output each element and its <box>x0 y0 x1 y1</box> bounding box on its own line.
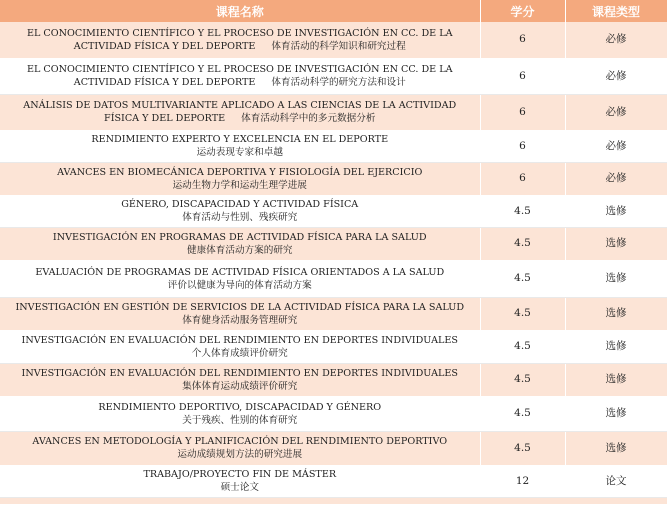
table-row <box>0 260 667 297</box>
credits-cell: 6 <box>480 162 565 195</box>
course-type-cell: 选修 <box>565 396 667 431</box>
credits-cell: 12 <box>480 465 565 497</box>
table-row <box>0 22 667 58</box>
credits-cell: 4.5 <box>480 260 565 297</box>
table-row <box>0 396 667 431</box>
course-name-cell <box>0 195 480 227</box>
table-row <box>0 330 667 363</box>
course-name-chinese: 体育活动科学的研究方法和设计 <box>271 77 406 88</box>
course-name-chinese: 体育活动科学中的多元数据分析 <box>241 113 376 124</box>
credits-cell: 4.5 <box>480 363 565 396</box>
header-course-type: 课程类型 <box>565 0 667 22</box>
course-name-spanish: TRABAJO/PROYECTO FIN DE MÁSTER <box>143 469 337 480</box>
course-name-chinese: 运动生物力学和运动生理学进展 <box>172 179 307 191</box>
course-name-spanish: INVESTIGACIÓN EN EVALUACIÓN DEL RENDIMIENTO EN DEPORTES INDIVIDUALES <box>21 334 458 346</box>
course-name-spanish: EVALUACIÓN DE PROGRAMAS DE ACTIVIDAD FÍSICA ORIENTADOS A LA SALUD <box>35 266 445 278</box>
course-name-cell <box>0 260 480 297</box>
course-name-chinese: 集体体育运动成绩评价研究 <box>182 380 298 392</box>
course-name-spanish: RENDIMIENTO DEPORTIVO, DISCAPACIDAD Y GÉNERO <box>98 401 382 413</box>
course-name-cell <box>0 227 480 260</box>
credits-cell: 4.5 <box>480 297 565 330</box>
course-name-spanish: EL CONOCIMIENTO CIENTÍFICO Y EL PROCESO DE INVESTIGACIÓN EN CC. DE LA <box>26 27 453 39</box>
course-type-cell: 选修 <box>565 297 667 330</box>
table-footer-strip <box>0 497 667 504</box>
course-name-chinese: 体育健身活动服务管理研究 <box>182 314 298 326</box>
credits-cell: 4.5 <box>480 396 565 431</box>
credits-cell: 4.5 <box>480 195 565 227</box>
course-type-cell: 选修 <box>565 195 667 227</box>
course-name-spanish: EL CONOCIMIENTO CIENTÍFICO Y EL PROCESO DE INVESTIGACIÓN EN CC. DE LA <box>26 64 453 75</box>
credits-cell: 4.5 <box>480 431 565 465</box>
table-row <box>0 465 667 497</box>
course-type-cell: 选修 <box>565 260 667 297</box>
course-name-cell <box>0 431 480 465</box>
course-type-cell: 论文 <box>565 465 667 497</box>
table-row <box>0 363 667 396</box>
credits-cell: 4.5 <box>480 330 565 363</box>
table-row <box>0 431 667 465</box>
course-type-cell: 必修 <box>565 130 667 162</box>
table-row <box>0 162 667 195</box>
course-type-cell: 必修 <box>565 22 667 58</box>
credits-cell: 4.5 <box>480 227 565 260</box>
course-name-cell <box>0 58 480 94</box>
course-type-cell: 选修 <box>565 363 667 396</box>
table-row <box>0 227 667 260</box>
credits-cell: 6 <box>480 22 565 58</box>
course-name-spanish: AVANCES EN BIOMECÁNICA DEPORTIVA Y FISIOLOGÍA DEL EJERCICIO <box>57 166 423 178</box>
header-credits: 学分 <box>480 0 565 22</box>
course-name-chinese: 运动成绩规划方法的研究进展 <box>177 449 303 460</box>
table-row <box>0 130 667 162</box>
course-name-cell <box>0 465 480 497</box>
course-name-cell <box>0 162 480 195</box>
course-type-cell: 必修 <box>565 58 667 94</box>
course-name-spanish: RENDIMIENTO EXPERTO Y EXCELENCIA EN EL DEPORTE <box>91 134 389 145</box>
course-name-spanish-cont: FÍSICA Y DEL DEPORTE <box>104 113 226 124</box>
course-name-spanish: AVANCES EN METODOLOGÍA Y PLANIFICACIÓN DEL RENDIMIENTO DEPORTIVO <box>32 436 448 447</box>
header-course-name: 课程名称 <box>0 0 480 22</box>
course-name-spanish-cont: ACTIVIDAD FÍSICA Y DEL DEPORTE <box>73 40 256 52</box>
course-name-spanish: INVESTIGACIÓN EN EVALUACIÓN DEL RENDIMIENTO EN DEPORTES INDIVIDUALES <box>21 367 458 379</box>
course-name-spanish: INVESTIGACIÓN EN PROGRAMAS DE ACTIVIDAD FÍSICA PARA LA SALUD <box>52 231 427 243</box>
course-name-chinese: 体育活动与性别、残疾研究 <box>182 212 298 223</box>
course-name-cell <box>0 297 480 330</box>
course-name-cell <box>0 396 480 431</box>
course-name-cell <box>0 130 480 162</box>
course-type-cell: 选修 <box>565 330 667 363</box>
course-name-chinese: 关于残疾、性别的体育研究 <box>182 414 298 426</box>
course-name-cell <box>0 94 480 130</box>
credits-cell: 6 <box>480 94 565 130</box>
course-type-cell: 必修 <box>565 94 667 130</box>
course-type-cell: 选修 <box>565 431 667 465</box>
course-name-chinese: 体育活动的科学知识和研究过程 <box>271 40 406 52</box>
table-row <box>0 195 667 227</box>
table-header-row <box>0 0 667 22</box>
course-name-spanish-cont: ACTIVIDAD FÍSICA Y DEL DEPORTE <box>73 77 256 88</box>
table-row <box>0 94 667 130</box>
credits-cell: 6 <box>480 58 565 94</box>
course-name-chinese: 运动表现专家和卓越 <box>196 147 283 158</box>
course-name-spanish: ANÁLISIS DE DATOS MULTIVARIANTE APLICADO A LAS CIENCIAS DE LA ACTIVIDAD <box>23 100 457 111</box>
course-type-cell: 必修 <box>565 162 667 195</box>
credits-cell: 6 <box>480 130 565 162</box>
table-row <box>0 297 667 330</box>
course-type-cell: 选修 <box>565 227 667 260</box>
course-name-spanish: GÉNERO, DISCAPACIDAD Y ACTIVIDAD FÍSICA <box>121 199 359 210</box>
course-name-cell <box>0 363 480 396</box>
course-name-chinese: 评价以健康为导向的体育活动方案 <box>167 279 312 291</box>
course-name-cell <box>0 330 480 363</box>
course-name-cell <box>0 22 480 58</box>
table-body <box>0 22 667 497</box>
course-name-spanish: INVESTIGACIÓN EN GESTIÓN DE SERVICIOS DE LA ACTIVIDAD FÍSICA PARA LA SALUD <box>15 301 465 313</box>
course-name-chinese: 硕士论文 <box>220 482 259 493</box>
course-name-chinese: 健康体育活动方案的研究 <box>186 244 293 256</box>
table-row <box>0 58 667 94</box>
course-name-chinese: 个人体育成绩评价研究 <box>191 347 288 359</box>
